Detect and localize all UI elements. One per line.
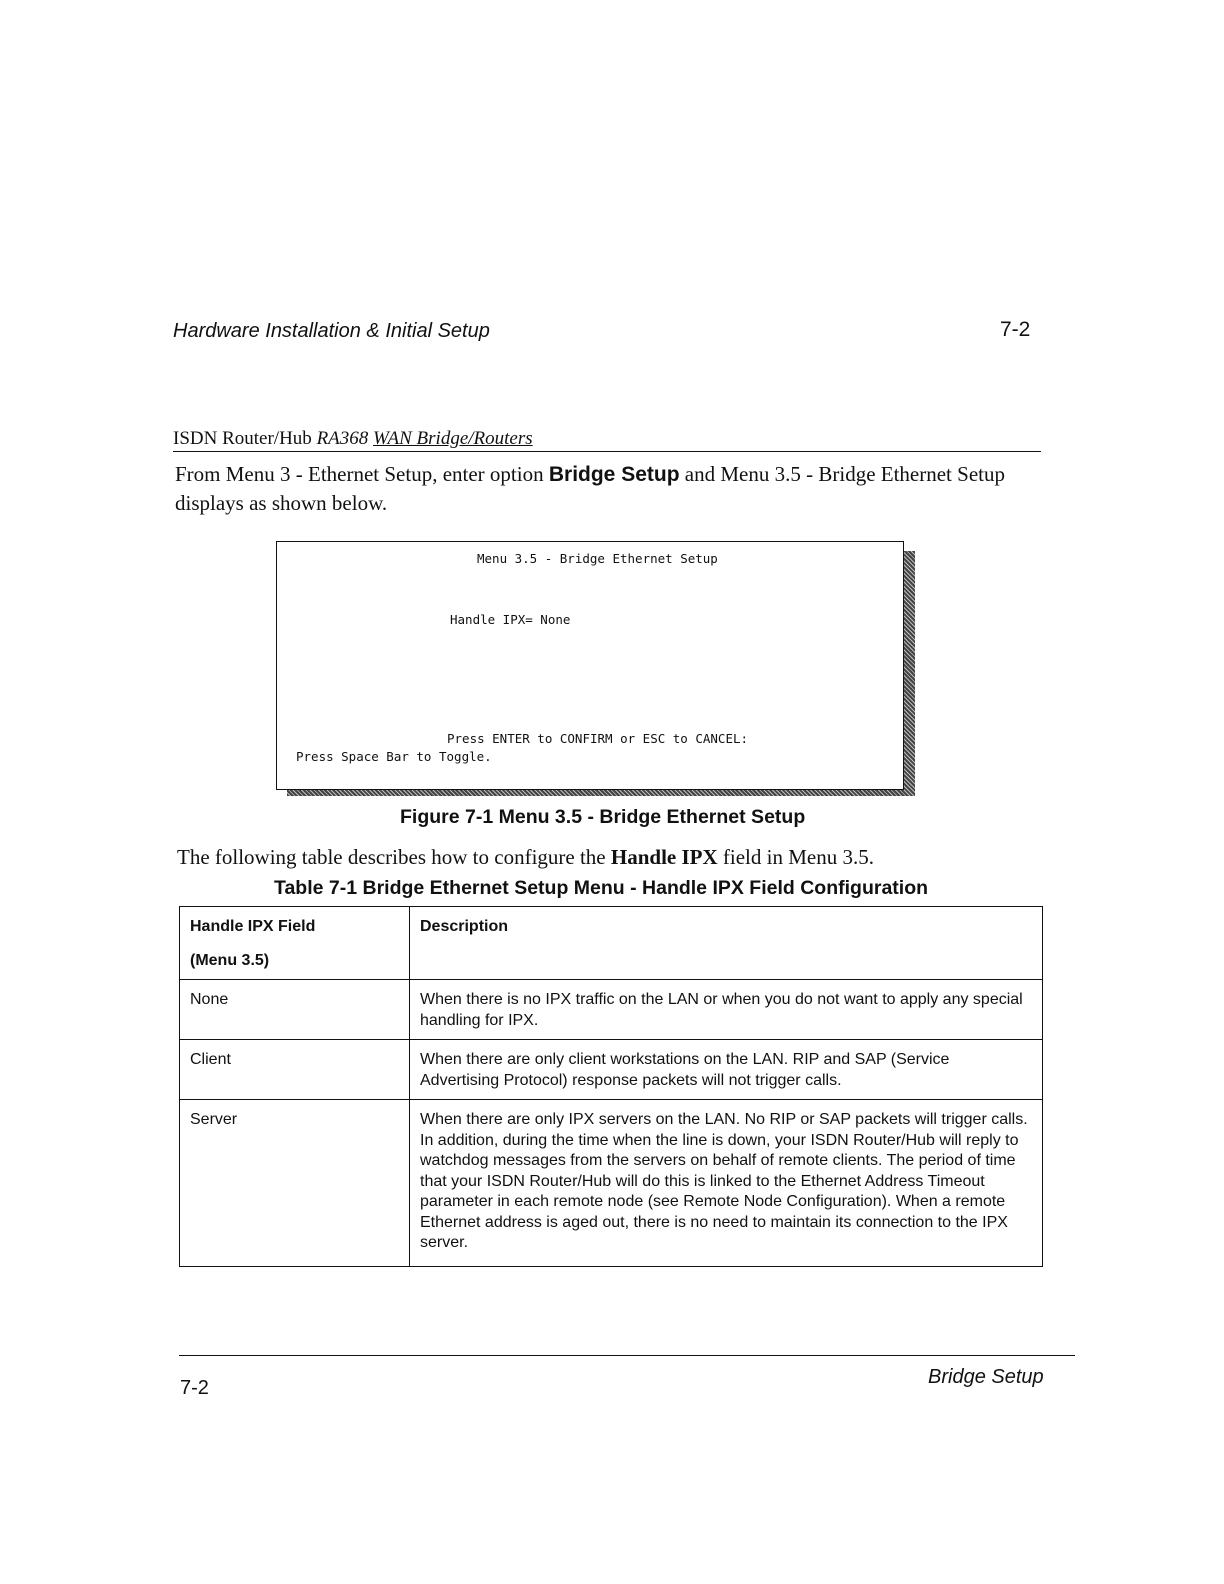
intro-paragraph: [175, 460, 1035, 517]
running-head: [173, 428, 1041, 452]
page-header-title: Hardware Installation & Initial Setup: [173, 320, 490, 342]
table-intro: [177, 845, 874, 870]
config-table: [179, 906, 1043, 1267]
footer-page-number: 7-2: [180, 1377, 209, 1399]
intro-option: Bridge Setup: [548, 463, 680, 486]
table-cell-field: None: [180, 980, 410, 1040]
table-intro-field: Handle IPX: [610, 845, 718, 869]
table-cell-description: When there are only IPX servers on the LAN. No RIP or SAP packets will trigger calls. In addition, during the time when the line is down, your ISDN Router/Hub will reply to watchdog messages from the servers on behalf of remote clients. The period of time that your ISDN Router/Hub will do this is linked to the Ethernet Address Timeout parameter in each remote node (see Remote Node Configuration). When a remote Ethernet address is aged out, there is no need to maintain its connection to the IPX server.: [410, 1100, 1043, 1267]
table-cell-field: Client: [180, 1040, 410, 1100]
running-head-product: WAN Bridge/Routers: [373, 428, 533, 449]
running-head-prefix: ISDN Router/Hub: [173, 428, 317, 449]
table-row: [180, 980, 1043, 1040]
header-cell-field: [180, 907, 410, 980]
intro-text-before: From Menu 3 - Ethernet Setup, enter option: [175, 462, 549, 486]
table-intro-after: field in Menu 3.5.: [717, 845, 874, 869]
table-cell-description: When there is no IPX traffic on the LAN or when you do not want to apply any special handling for IPX.: [410, 980, 1043, 1040]
footer-chapter-title: Bridge Setup: [928, 1366, 1044, 1388]
intro-text-after: and Menu 3.5 - Bridge Ethernet Setup displays as shown below.: [175, 462, 1005, 515]
page-header-number: 7-2: [1000, 318, 1031, 341]
header-cell-description: Description: [410, 907, 1043, 980]
running-head-model: RA368: [316, 428, 369, 449]
table-header-row: [180, 907, 1043, 980]
footer-divider: [179, 1355, 1075, 1356]
table-cell-field: Server: [180, 1100, 410, 1267]
table-cell-description: When there are only client workstations on the LAN. RIP and SAP (Service Advertising Protocol) response packets will not trigger calls.: [410, 1040, 1043, 1100]
figure-caption: Figure 7-1 Menu 3.5 - Bridge Ethernet Setup: [400, 806, 806, 828]
header-field-menu: (Menu 3.5): [190, 951, 270, 969]
table-row: [180, 1040, 1043, 1100]
screen-handle-ipx-field: Handle IPX= None: [450, 612, 571, 627]
table-caption: Table 7-1 Bridge Ethernet Setup Menu - Handle IPX Field Configuration: [274, 877, 929, 899]
table-intro-before: The following table describes how to configure the: [177, 845, 611, 869]
table-row: [180, 1100, 1043, 1267]
screen-confirm-prompt: Press ENTER to CONFIRM or ESC to CANCEL:: [447, 731, 749, 746]
screen-toggle-hint: Press Space Bar to Toggle.: [296, 749, 492, 764]
header-field-label: Handle IPX Field: [190, 918, 316, 935]
screen-title: Menu 3.5 - Bridge Ethernet Setup: [477, 551, 718, 566]
